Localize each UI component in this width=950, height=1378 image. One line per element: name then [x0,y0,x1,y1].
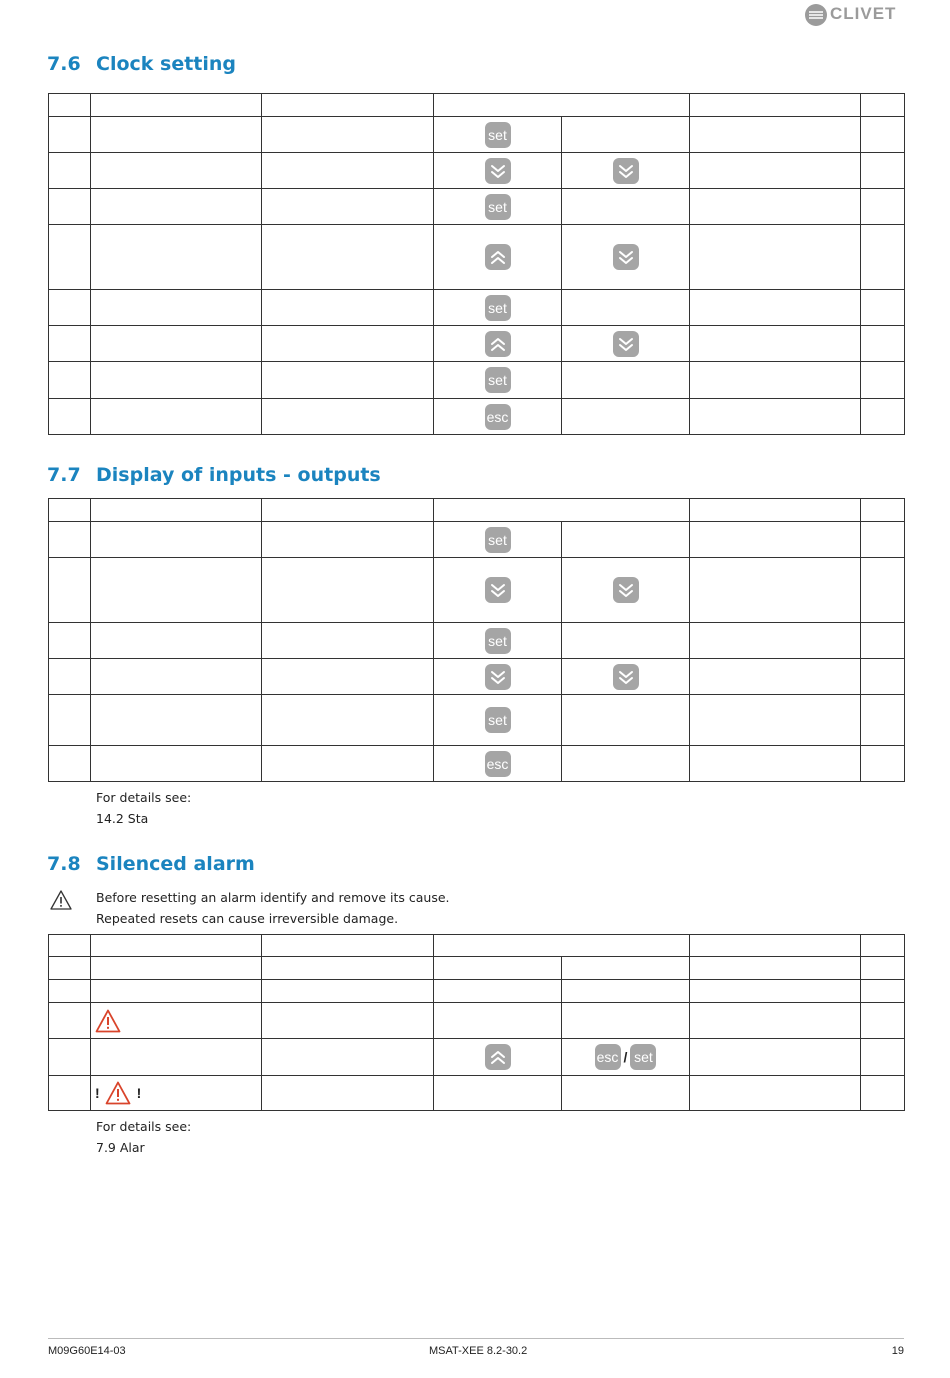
silenced-alarm-table [48,934,905,1111]
table-row [49,522,905,558]
down-key [613,664,639,690]
table-row [49,290,905,326]
down-key [485,577,511,603]
section-title-alarm [47,853,255,875]
table-row [49,1076,905,1111]
section-number: 7.7 [47,464,81,486]
up-key [485,331,511,357]
table-row [49,1003,905,1039]
table-row [49,399,905,435]
table-row [49,695,905,746]
table-row [49,558,905,623]
chevron-down-icon [613,664,639,690]
down-key [613,577,639,603]
up-key [485,244,511,270]
footer-page-number: 19 [891,1345,904,1357]
set-key: set [485,527,511,553]
set-key: set [485,707,511,733]
table-row [49,1039,905,1076]
chevron-up-icon [485,1044,511,1070]
chevron-down-icon [485,577,511,603]
table-row [49,326,905,362]
section-number: 7.8 [47,853,81,875]
down-key [485,158,511,184]
table-header-row [49,499,905,522]
chevron-down-icon [485,664,511,690]
footer-doc-code: M09G60E14-03 [48,1345,126,1357]
set-key: set [485,122,511,148]
section-title-io [47,464,381,486]
exclamation-mark: ! [95,1085,100,1101]
clivet-logo [804,3,904,27]
clivet-logo-icon [804,3,828,27]
down-key [485,664,511,690]
set-key: set [485,367,511,393]
section-heading: Clock setting [96,53,237,75]
footer-model: MSAT-XEE 8.2-30.2 [429,1345,528,1357]
chevron-down-icon [613,331,639,357]
table-row [49,957,905,980]
table-row [49,225,905,290]
table-row [49,189,905,225]
table-header-row [49,94,905,117]
details-reference: 7.9 Alar [96,1140,145,1155]
table-header-row [49,935,905,957]
down-key [613,158,639,184]
section-title-clock [47,53,236,75]
table-row [49,153,905,189]
key-separator: / [623,1049,628,1065]
table-row [49,980,905,1003]
details-label: For details see: [96,790,192,805]
io-display-table [48,498,905,782]
exclamation-mark: ! [136,1085,142,1101]
chevron-up-icon [485,331,511,357]
chevron-up-icon [485,244,511,270]
section-heading: Silenced alarm [96,853,255,875]
set-key: set [485,194,511,220]
down-key [613,244,639,270]
set-key: set [485,628,511,654]
esc-key: esc [485,751,511,777]
esc-key: esc [485,404,511,430]
chevron-down-icon [613,577,639,603]
table-row [49,623,905,659]
table-row [49,362,905,399]
chevron-down-icon [485,158,511,184]
section-number: 7.6 [47,53,81,75]
up-key [485,1044,511,1070]
section-heading: Display of inputs - outputs [96,464,381,486]
set-key: set [485,295,511,321]
chevron-down-icon [613,244,639,270]
warning-line-2: Repeated resets can cause irreversible damage. [96,911,399,926]
brand-name: CLIVET [830,4,897,23]
footer-divider [48,1338,904,1339]
warning-icon [50,890,72,910]
details-label: For details see: [96,1119,192,1134]
table-row [49,117,905,153]
clock-setting-table [48,93,905,435]
warning-line-1: Before resetting an alarm identify and remove its cause. [96,890,450,905]
esc-key: esc [595,1044,621,1070]
table-row [49,746,905,782]
set-key: set [630,1044,656,1070]
details-reference: 14.2 Sta [96,811,149,826]
table-row [49,659,905,695]
down-key [613,331,639,357]
blinking-alarm-icon [104,1081,132,1105]
alarm-triangle-icon [95,1009,121,1033]
chevron-down-icon [613,158,639,184]
